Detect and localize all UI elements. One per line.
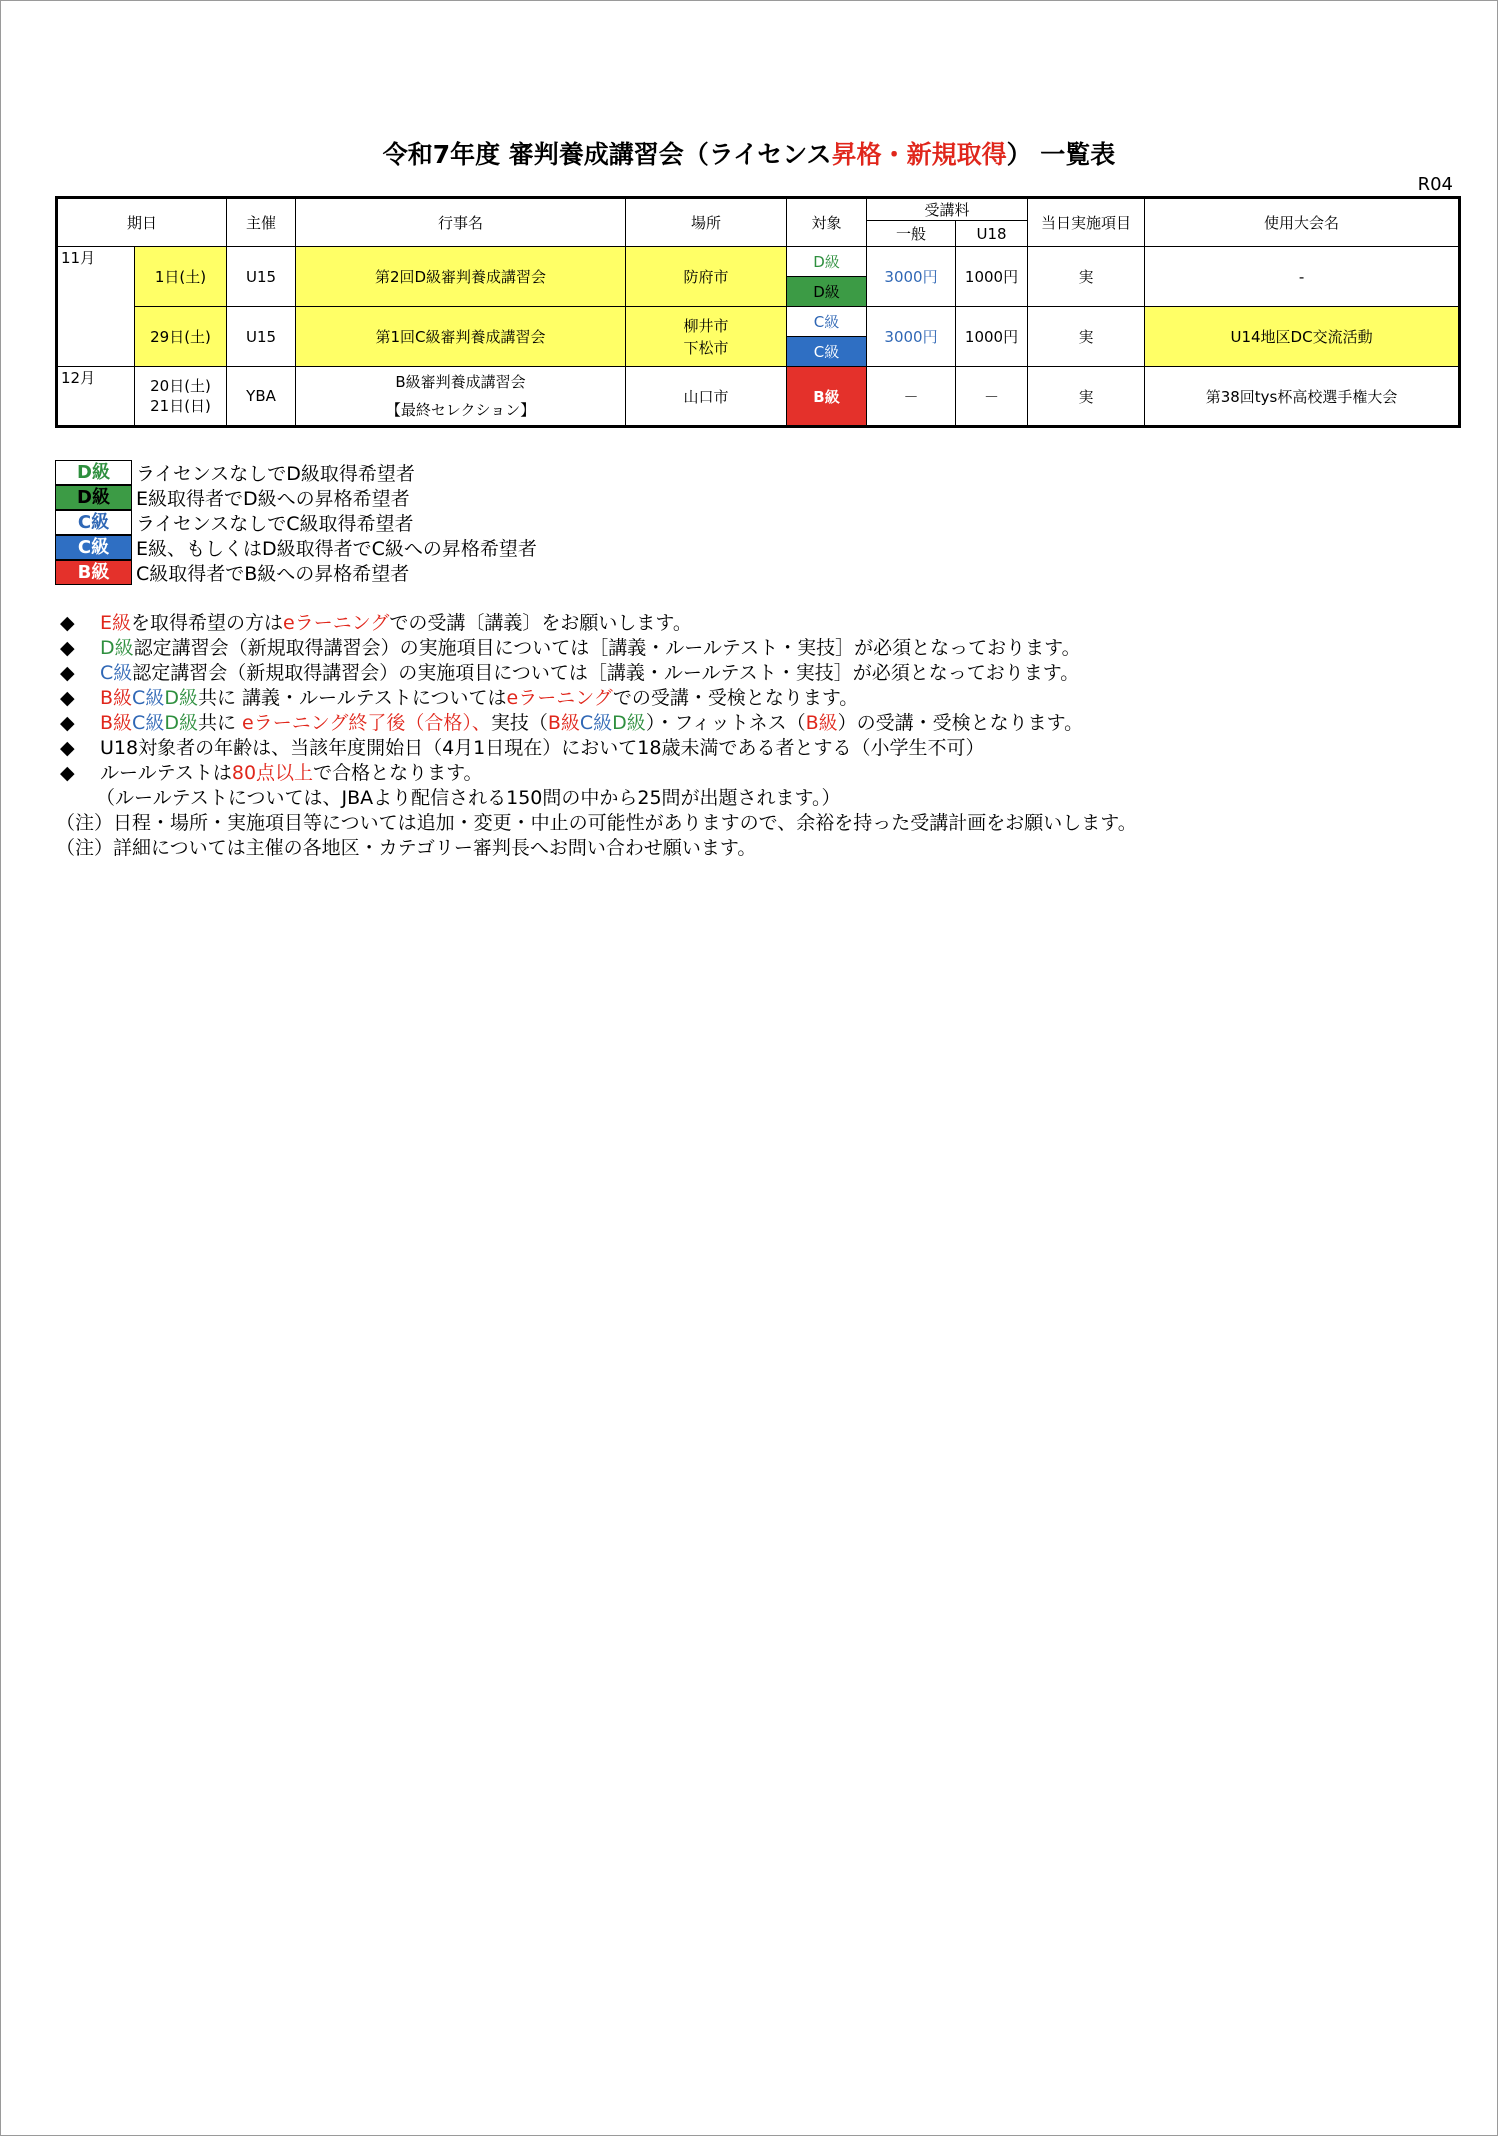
- header-venue: 場所: [626, 198, 787, 247]
- organizer-cell: YBA: [227, 367, 296, 427]
- legend-chip: C級: [55, 510, 132, 535]
- header-fee-general: 一般: [867, 221, 956, 247]
- diamond-icon: ◆: [60, 637, 75, 659]
- tournament-cell: 第38回tys杯高校選手権大会: [1145, 367, 1460, 427]
- note-line: ◆ U18対象者の年齢は、当該年度開始日（4月1日現在）において18歳未満である者とする（小学生不可）: [56, 736, 1137, 761]
- schedule-table: [55, 196, 1461, 428]
- fee-general-cell: 3000円: [867, 247, 956, 307]
- header-fee-u18: U18: [956, 221, 1028, 247]
- event-cell: 第1回C級審判養成講習会: [296, 307, 626, 367]
- date-cell: 29日(土): [135, 307, 227, 367]
- legend-item: [55, 510, 537, 535]
- venue-cell: 山口市: [626, 367, 787, 427]
- month-cell: 12月: [57, 367, 135, 427]
- target-badge: C級: [787, 307, 867, 337]
- tournament-cell: U14地区DC交流活動: [1145, 307, 1460, 367]
- diamond-icon: ◆: [60, 687, 75, 709]
- legend-text: C級取得者でB級への昇格希望者: [136, 563, 410, 585]
- organizer-cell: U15: [227, 307, 296, 367]
- venue-line: 下松市: [683, 338, 729, 357]
- diamond-icon: ◆: [60, 712, 75, 734]
- legend-chip: B級: [55, 560, 132, 585]
- header-fee: 受講料: [867, 198, 1028, 221]
- target-badge: C級: [787, 337, 867, 367]
- diamond-icon: ◆: [60, 662, 75, 684]
- event-line: B級審判養成講習会: [395, 373, 526, 391]
- note-line: ◆ B級C級D級共に eラーニング終了後（合格）、実技（B級C級D級）・フィットネス（B級）の受講・受検となります。: [56, 711, 1137, 736]
- fee-general-cell: 3000円: [867, 307, 956, 367]
- header-event: 行事名: [296, 198, 626, 247]
- header-target: 対象: [787, 198, 867, 247]
- note-line: ◆ E級を取得希望の方はeラーニングでの受講〔講義〕をお願いします。: [56, 611, 1137, 636]
- diamond-icon: ◆: [60, 737, 75, 759]
- table-row: [57, 307, 1460, 337]
- table-row: [57, 367, 1460, 427]
- document-code: R04: [1417, 174, 1453, 195]
- fee-u18-cell: －: [956, 367, 1028, 427]
- date-line: 21日(日): [150, 397, 211, 415]
- legend-chip: D級: [55, 460, 132, 485]
- fee-general-cell: －: [867, 367, 956, 427]
- note-line: ◆ B級C級D級共に 講義・ルールテストについてはeラーニングでの受講・受検となります。: [56, 686, 1137, 711]
- month-cell: 11月: [57, 247, 135, 367]
- event-cell: [296, 367, 626, 427]
- organizer-cell: U15: [227, 247, 296, 307]
- tournament-cell: -: [1145, 247, 1460, 307]
- items-cell: 実: [1028, 247, 1145, 307]
- target-badge: D級: [787, 247, 867, 277]
- note-line: （注）詳細については主催の各地区・カテゴリー審判長へお問い合わせ願います。: [56, 837, 757, 859]
- header-organizer: 主催: [227, 198, 296, 247]
- header-items: 当日実施項目: [1028, 198, 1145, 247]
- items-cell: 実: [1028, 307, 1145, 367]
- legend-text: ライセンスなしでC級取得希望者: [136, 513, 414, 535]
- legend-item: [55, 560, 537, 585]
- date-cell: [135, 367, 227, 427]
- diamond-icon: ◆: [60, 612, 75, 634]
- diamond-icon: ◆: [60, 762, 75, 784]
- date-line: 20日(土): [150, 377, 211, 395]
- fee-u18-cell: 1000円: [956, 247, 1028, 307]
- legend-item: [55, 485, 537, 510]
- legend: [55, 460, 537, 585]
- venue-cell: [626, 307, 787, 367]
- legend-item: [55, 460, 537, 485]
- table-row: [57, 247, 1460, 277]
- event-line: 【最終セレクション】: [385, 401, 536, 419]
- target-badge: D級: [787, 277, 867, 307]
- venue-cell: 防府市: [626, 247, 787, 307]
- note-line: ◆ ルールテストは80点以上で合格となります。: [56, 761, 1137, 786]
- legend-text: E級、もしくはD級取得者でC級への昇格希望者: [136, 538, 537, 560]
- venue-line: 柳井市: [683, 316, 729, 335]
- note-line: ◆ C級認定講習会（新規取得講習会）の実施項目については［講義・ルールテスト・実技］が必須となっております。: [56, 661, 1137, 686]
- event-cell: 第2回D級審判養成講習会: [296, 247, 626, 307]
- legend-item: [55, 535, 537, 560]
- target-badge: B級: [787, 367, 867, 427]
- fee-u18-cell: 1000円: [956, 307, 1028, 367]
- items-cell: 実: [1028, 367, 1145, 427]
- legend-text: ライセンスなしでD級取得希望者: [136, 463, 415, 485]
- date-cell: 1日(土): [135, 247, 227, 307]
- note-line: （注）日程・場所・実施項目等については追加・変更・中止の可能性がありますので、余裕を持った受講計画をお願いします。: [56, 812, 1137, 834]
- notes: [56, 611, 1137, 861]
- legend-text: E級取得者でD級への昇格希望者: [136, 488, 410, 510]
- note-line: ◆ D級認定講習会（新規取得講習会）の実施項目については［講義・ルールテスト・実技］が必須となっております。: [56, 636, 1137, 661]
- header-row: [57, 198, 1460, 221]
- legend-chip: D級: [55, 485, 132, 510]
- legend-chip: C級: [55, 535, 132, 560]
- note-line: （ルールテストについては、JBAより配信される150問の中から25問が出題されます。）: [96, 787, 841, 809]
- header-tournament: 使用大会名: [1145, 198, 1460, 247]
- page-title: 令和7年度 審判養成講習会（ライセンス昇格・新規取得） 一覧表: [382, 140, 1116, 169]
- header-date: 期日: [57, 198, 227, 247]
